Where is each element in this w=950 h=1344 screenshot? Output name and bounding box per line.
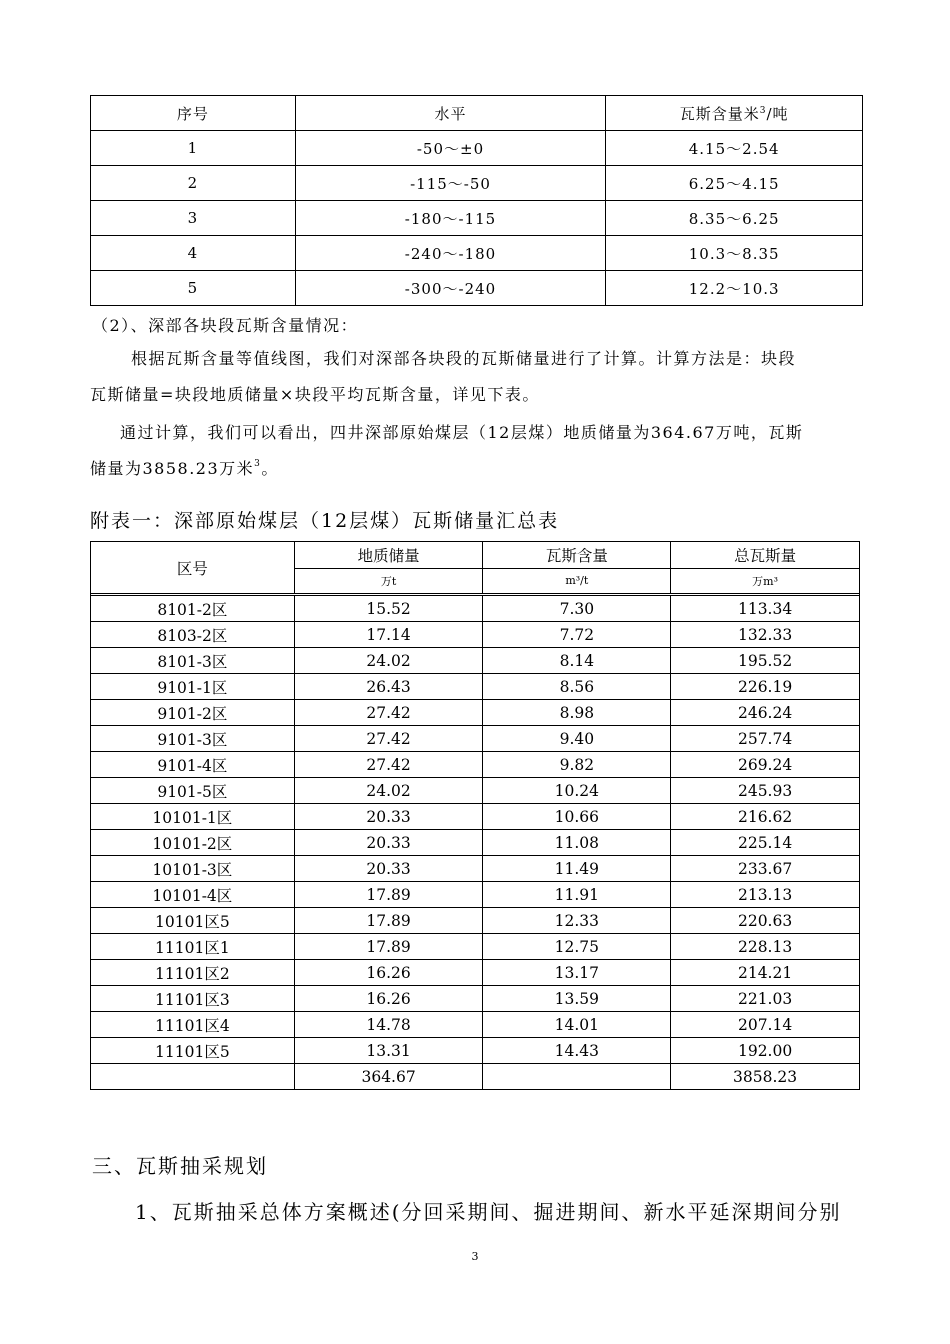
table-row [91,960,860,986]
cell-total: 220.63 [671,908,860,934]
cell-zone: 10101-2区 [91,830,295,856]
table-row [91,648,860,674]
cell-gas: 8.98 [483,700,671,726]
table-row [91,271,863,306]
cell-gas: 10.24 [483,778,671,804]
cell-gas: 7.72 [483,622,671,648]
cell-reserve: 16.26 [294,986,483,1012]
cell-total: 214.21 [671,960,860,986]
cell-total: 113.34 [671,596,860,622]
cell-reserve: 20.33 [294,804,483,830]
table-row [91,726,860,752]
table-row [91,131,863,166]
cell-reserve: 17.89 [294,882,483,908]
cell-gas: 11.91 [483,882,671,908]
cell-zone: 10101-1区 [91,804,295,830]
cell-gas: 8.14 [483,648,671,674]
header-gas-content: 瓦斯含量 [483,542,671,569]
cell-reserve: 17.14 [294,622,483,648]
page-number: 3 [471,1250,479,1263]
cell-zone: 11101区4 [91,1012,295,1038]
unit-reserve: 万t [294,568,483,594]
table-row [91,908,860,934]
cell-gas: 12.75 [483,934,671,960]
cell-zone: 11101区1 [91,934,295,960]
table-row [91,934,860,960]
cell-gas [483,1064,671,1090]
cell-reserve: 364.67 [294,1064,483,1090]
cell-zone [91,1064,295,1090]
cell-total: 257.74 [671,726,860,752]
cell-reserve: 17.89 [294,934,483,960]
cell-gas: 11.49 [483,856,671,882]
table-row [91,752,860,778]
cell-level: -300～-240 [295,271,606,306]
cell-zone: 10101-3区 [91,856,295,882]
table-row [91,596,860,622]
cell-total: 192.00 [671,1038,860,1064]
table-row [91,778,860,804]
cell-total: 225.14 [671,830,860,856]
cell-total: 221.03 [671,986,860,1012]
cell-index: 3 [91,201,296,236]
header-total-gas: 总瓦斯量 [671,542,860,569]
table-row [91,882,860,908]
cell-reserve: 14.78 [294,1012,483,1038]
cell-reserve: 17.89 [294,908,483,934]
section-title: 三、瓦斯抽采规划 [92,1154,268,1178]
table-row [91,856,860,882]
subheading: （2）、深部各块段瓦斯含量情况： [92,316,359,335]
cell-zone: 9101-1区 [91,674,295,700]
unit-total: 万m³ [671,568,860,594]
cell-gas: 7.30 [483,596,671,622]
table-header-row [91,542,860,569]
paragraph-1-line-1: 根据瓦斯含量等值线图，我们对深部各块段的瓦斯储量进行了计算。计算方法是：块段 [131,349,797,368]
cell-reserve: 15.52 [294,596,483,622]
cell-reserve: 27.42 [294,752,483,778]
cell-zone: 9101-4区 [91,752,295,778]
table-row [91,700,860,726]
table-row [91,1064,860,1090]
cell-total: 195.52 [671,648,860,674]
cell-zone: 9101-3区 [91,726,295,752]
cell-gas: 9.82 [483,752,671,778]
cell-gas: 10.66 [483,804,671,830]
cell-total: 269.24 [671,752,860,778]
cell-level: -180～-115 [295,201,606,236]
cell-reserve: 20.33 [294,856,483,882]
cell-level: -50～±0 [295,131,606,166]
cell-zone: 11101区2 [91,960,295,986]
cell-gas: 12.33 [483,908,671,934]
table-header-row [91,96,863,131]
cell-reserve: 20.33 [294,830,483,856]
table-row [91,1012,860,1038]
cell-total: 216.62 [671,804,860,830]
table-row [91,674,860,700]
header-reserve: 地质储量 [294,542,483,569]
unit-gas: m³/t [483,568,671,594]
table-row [91,830,860,856]
header-zone: 区号 [91,542,295,594]
cell-gas: 8.35～6.25 [606,201,863,236]
gas-content-by-level-table [90,95,863,306]
cell-total: 228.13 [671,934,860,960]
header-index: 序号 [91,96,296,131]
cell-zone: 11101区5 [91,1038,295,1064]
cell-gas: 6.25～4.15 [606,166,863,201]
cell-zone: 10101-4区 [91,882,295,908]
cell-reserve: 24.02 [294,648,483,674]
cell-level: -240～-180 [295,236,606,271]
cell-total: 207.14 [671,1012,860,1038]
cell-reserve: 26.43 [294,674,483,700]
header-gas-content: 瓦斯含量米$^3$/吨 [606,96,863,131]
cell-index: 5 [91,271,296,306]
cell-total: 132.33 [671,622,860,648]
cell-zone: 11101区3 [91,986,295,1012]
cell-reserve: 16.26 [294,960,483,986]
cell-gas: 11.08 [483,830,671,856]
cell-gas: 13.17 [483,960,671,986]
table-row [91,236,863,271]
table-caption: 附表一：深部原始煤层（12层煤）瓦斯储量汇总表 [90,510,560,532]
cell-gas: 13.59 [483,986,671,1012]
paragraph-1-line-2: 瓦斯储量=块段地质储量×块段平均瓦斯含量，详见下表。 [90,385,540,404]
cell-gas: 14.01 [483,1012,671,1038]
cell-total: 233.67 [671,856,860,882]
cell-total: 246.24 [671,700,860,726]
header-level: 水平 [295,96,606,131]
paragraph-2-line-2: 储量为3858.23万米$^3$。 [90,459,279,478]
cell-zone: 8103-2区 [91,622,295,648]
table-row [91,804,860,830]
gas-reserve-summary-table [90,541,860,1090]
cell-zone: 8101-3区 [91,648,295,674]
cell-zone: 9101-5区 [91,778,295,804]
cell-reserve: 27.42 [294,700,483,726]
paragraph-2-line-1: 通过计算，我们可以看出，四井深部原始煤层（12层煤）地质储量为364.67万吨，瓦斯 [120,423,804,442]
cell-reserve: 24.02 [294,778,483,804]
table-row [91,201,863,236]
cell-gas: 4.15～2.54 [606,131,863,166]
cell-index: 4 [91,236,296,271]
cell-gas: 14.43 [483,1038,671,1064]
table-row [91,622,860,648]
table-row [91,986,860,1012]
cell-level: -115～-50 [295,166,606,201]
cell-total: 213.13 [671,882,860,908]
cell-reserve: 13.31 [294,1038,483,1064]
cell-total: 3858.23 [671,1064,860,1090]
cell-gas: 8.56 [483,674,671,700]
cell-zone: 8101-2区 [91,596,295,622]
cell-zone: 9101-2区 [91,700,295,726]
cell-gas: 9.40 [483,726,671,752]
item-1: 1、瓦斯抽采总体方案概述(分回采期间、掘进期间、新水平延深期间分别 [135,1200,842,1224]
cell-total: 245.93 [671,778,860,804]
cell-zone: 10101区5 [91,908,295,934]
cell-index: 2 [91,166,296,201]
cell-gas: 12.2～10.3 [606,271,863,306]
table-row [91,166,863,201]
cell-total: 226.19 [671,674,860,700]
cell-gas: 10.3～8.35 [606,236,863,271]
table-row [91,1038,860,1064]
cell-reserve: 27.42 [294,726,483,752]
cell-index: 1 [91,131,296,166]
